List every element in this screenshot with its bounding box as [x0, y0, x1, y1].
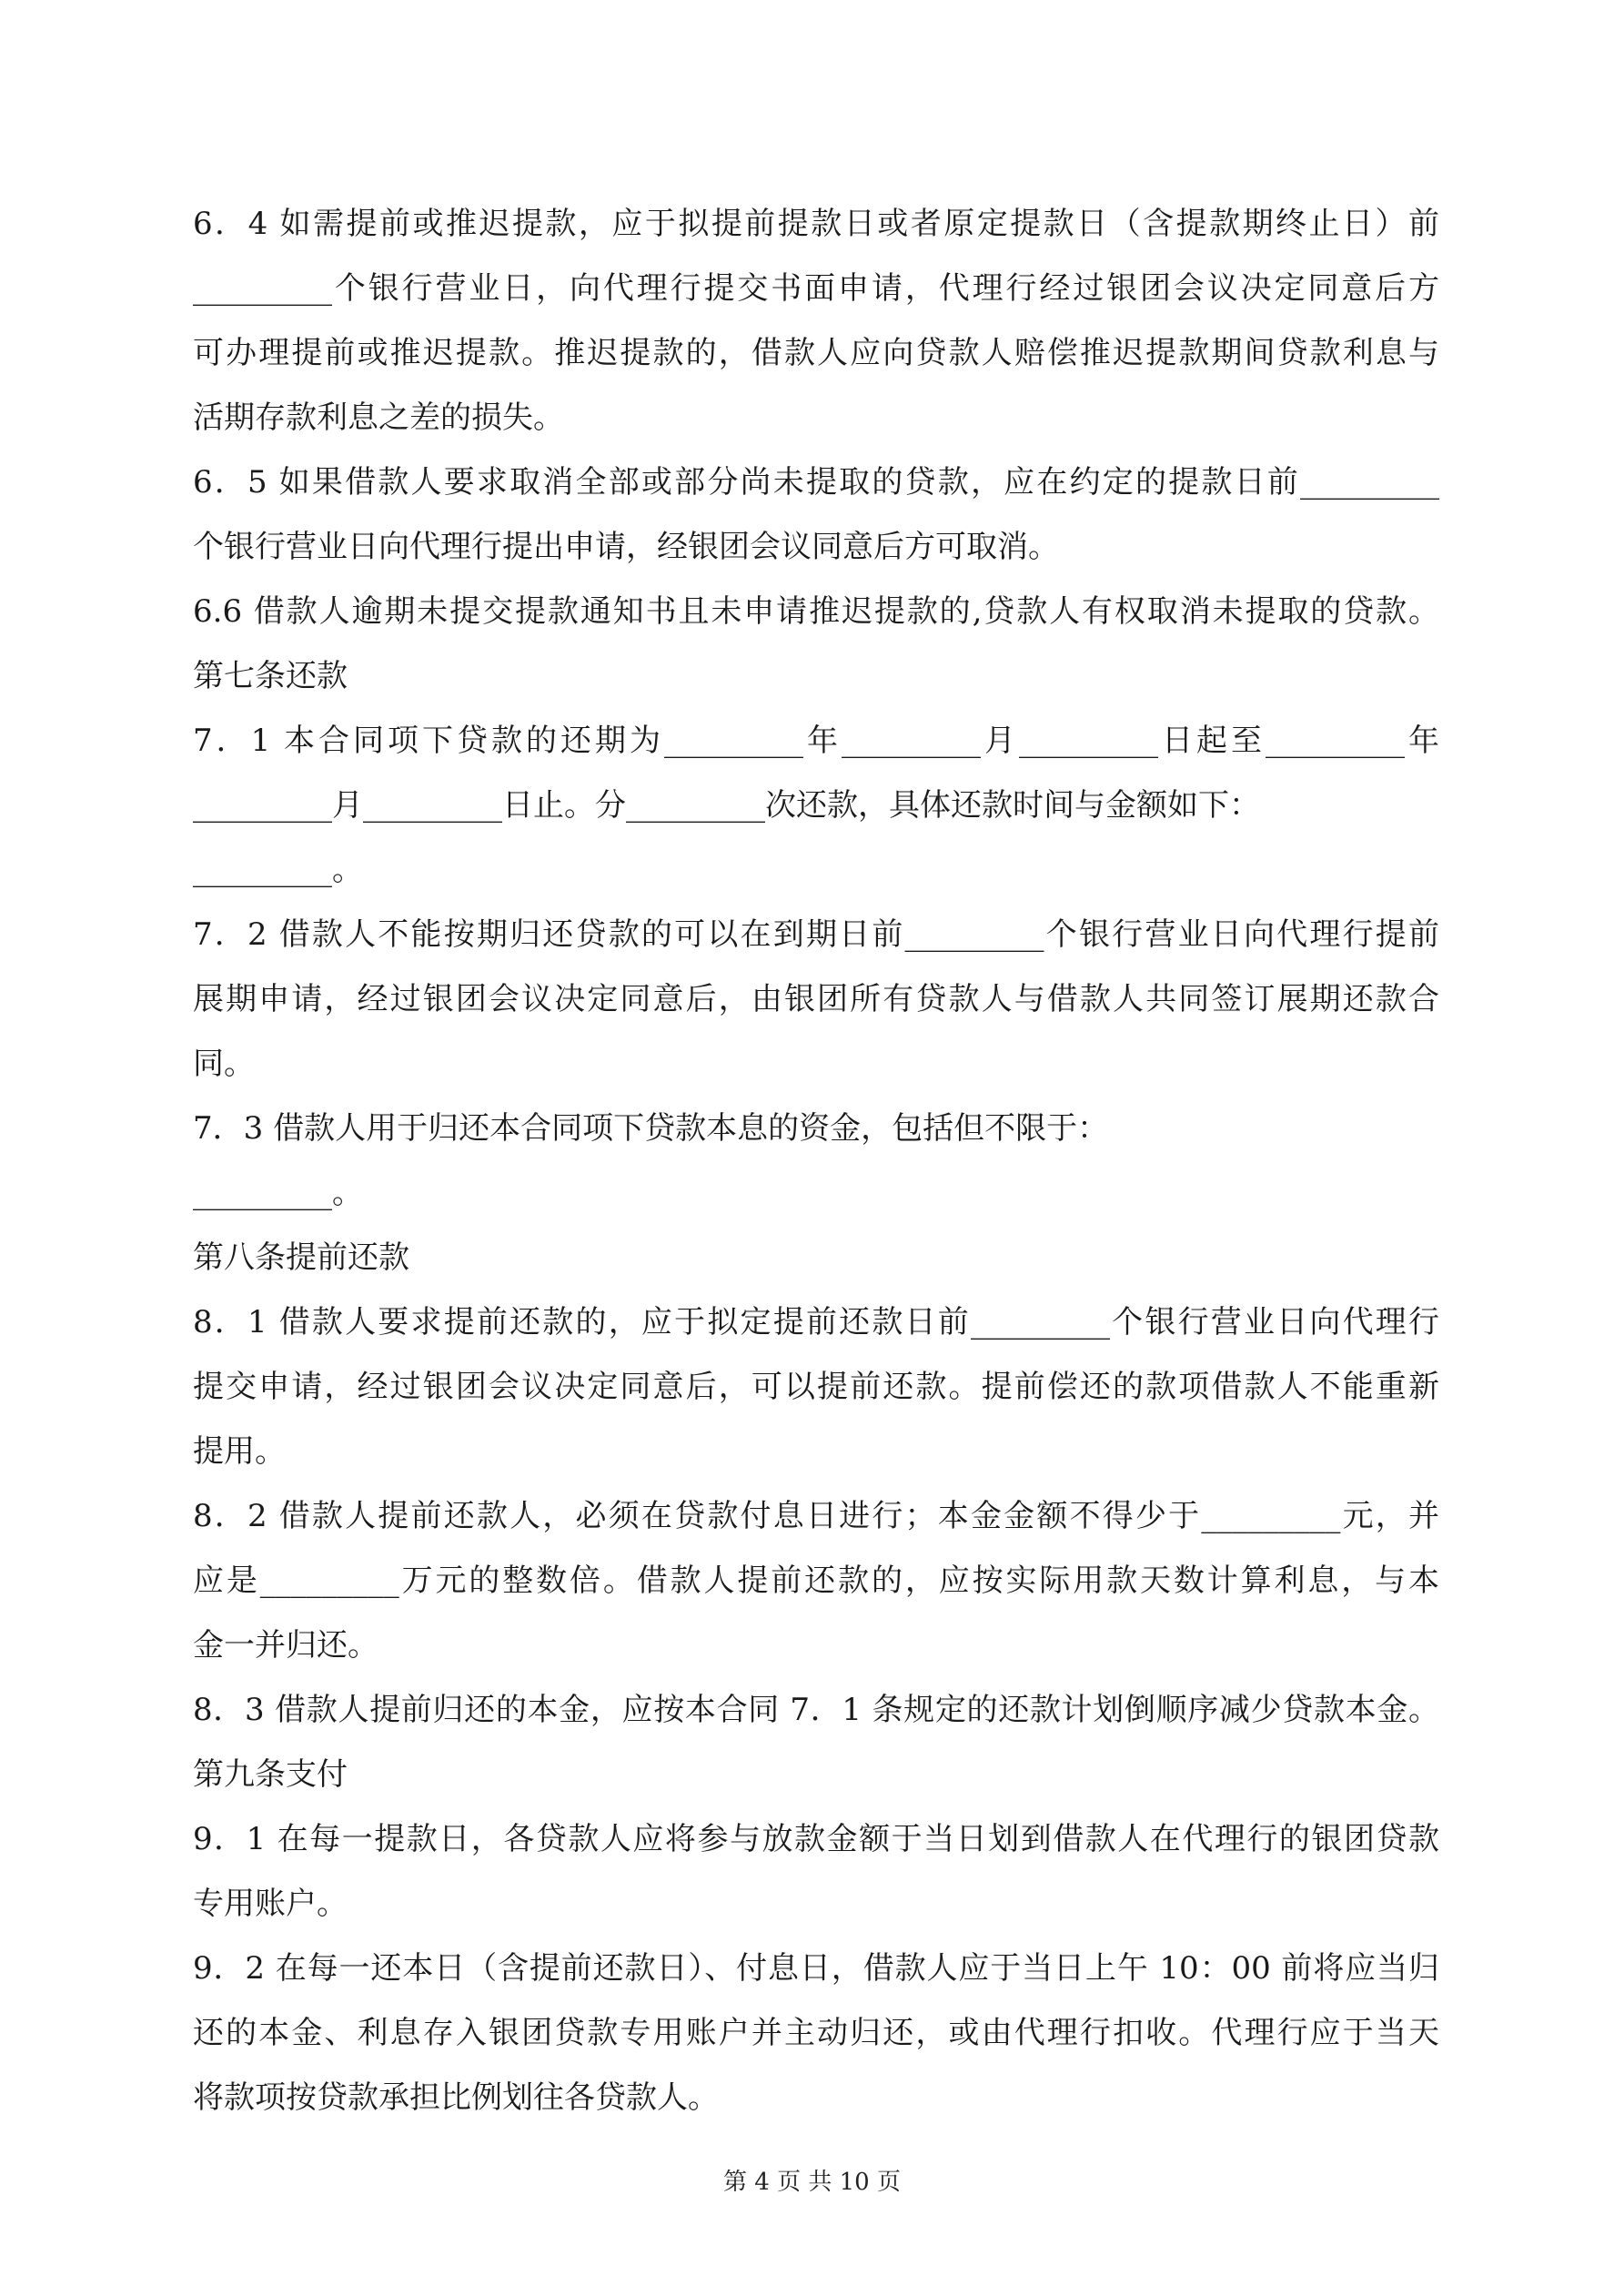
text-line: 将款项按贷款承担比例划往各贷款人。 [193, 2079, 719, 2116]
text-line: 6．4 如需提前或推迟提款，应于拟提前提款日或者原定提款日（含提款期终止日）前 [193, 206, 1439, 242]
text-line: 7．2 借款人不能按期归还贷款的可以在到期日前_________个银行营业日向代理行提前 [193, 916, 1439, 953]
text-line: 6.6 借款人逾期未提交提款通知书且未申请推迟提款的,贷款人有权取消未提取的贷款。 [193, 593, 1439, 630]
text-line: 8．1 借款人要求提前还款的，应于拟定提前还款日前_________个银行营业日向代理行 [193, 1304, 1439, 1340]
text-line: 可办理提前或推迟提款。推迟提款的，借款人应向贷款人赔偿推迟提款期间贷款利息与 [193, 335, 1439, 371]
text-line: 个银行营业日向代理行提出申请，经银团会议同意后方可取消。 [193, 529, 1059, 565]
text-line: _________。 [193, 1175, 363, 1211]
text-line: 7．1 本合同项下贷款的还期为_________年_________月_________日起至_________年 [193, 723, 1439, 759]
text-line: 活期存款利息之差的损失。 [193, 400, 564, 436]
text-line: 8．3 借款人提前归还的本金，应按本合同 7．1 条规定的还款计划倒顺序减少贷款本金。 [193, 1692, 1439, 1728]
text-line: _________个银行营业日，向代理行提交书面申请，代理行经过银团会议决定同意后方 [193, 270, 1439, 307]
text-line: 6．5 如果借款人要求取消全部或部分尚未提取的贷款，应在约定的提款日前_________ [193, 464, 1439, 501]
section-heading: 第八条提前还款 [193, 1239, 409, 1276]
text-line: 金一并归还。 [193, 1627, 378, 1664]
section-heading: 第九条支付 [193, 1756, 348, 1793]
text-line: 9．2 在每一还本日（含提前还款日）、付息日，借款人应于当日上午 10：00 前将应当归 [193, 1950, 1439, 1987]
text-line: 9．1 在每一提款日，各贷款人应将参与放款金额于当日划到借款人在代理行的银团贷款 [193, 1821, 1439, 1857]
text-line: 展期申请，经过银团会议决定同意后，由银团所有贷款人与借款人共同签订展期还款合 [193, 981, 1439, 1017]
text-line: _________。 [193, 852, 363, 888]
page-number-footer: 第 4 页 共 10 页 [723, 2169, 901, 2196]
text-line: 提交申请，经过银团会议决定同意后，可以提前还款。提前偿还的款项借款人不能重新 [193, 1369, 1439, 1405]
text-line: _________月_________日止。分_________次还款，具体还款时间与金额如下： [193, 787, 1260, 824]
text-line: 同。 [193, 1046, 255, 1082]
text-line: 还的本金、利息存入银团贷款专用账户并主动归还，或由代理行扣收。代理行应于当天 [193, 2015, 1439, 2051]
text-line: 应是_________万元的整数倍。借款人提前还款的，应按实际用款天数计算利息，与本 [193, 1563, 1439, 1599]
text-line: 专用账户。 [193, 1886, 348, 1922]
text-line: 提用。 [193, 1433, 286, 1470]
text-line: 8．2 借款人提前还款人，必须在贷款付息日进行；本金金额不得少于_________元，并 [193, 1498, 1439, 1534]
text-line: 7．3 借款人用于归还本合同项下贷款本息的资金，包括但不限于： [193, 1110, 1109, 1147]
section-heading: 第七条还款 [193, 658, 348, 694]
